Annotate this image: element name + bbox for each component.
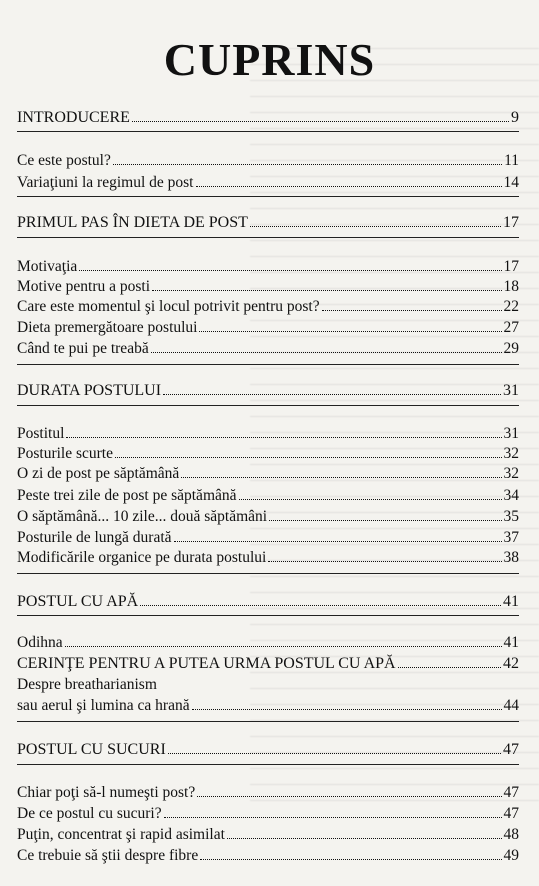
toc-entry-label: O zi de post pe săptămână bbox=[17, 465, 180, 482]
toc-page-number: 34 bbox=[503, 487, 519, 504]
toc-entry-label: Motivaţia bbox=[17, 258, 78, 275]
toc-entry-label: PRIMUL PAS ÎN DIETA DE POST bbox=[17, 214, 248, 231]
toc-page-number: 42 bbox=[503, 655, 519, 672]
section-divider bbox=[17, 764, 519, 765]
toc-page-number: 18 bbox=[503, 278, 519, 295]
toc-entry-label: Modificările organice pe durata postului bbox=[17, 549, 267, 566]
leader-dots bbox=[163, 382, 501, 395]
toc-entry-label: Chiar poţi să-l numeşti post? bbox=[17, 784, 196, 801]
section-divider bbox=[17, 131, 519, 132]
leader-dots bbox=[192, 697, 502, 710]
toc-page-number: 47 bbox=[503, 784, 519, 801]
toc-entry[interactable] bbox=[17, 258, 519, 276]
section-divider bbox=[17, 364, 519, 365]
leader-dots bbox=[322, 298, 502, 311]
toc-page-number: 38 bbox=[503, 549, 519, 566]
leader-dots bbox=[174, 529, 502, 542]
leader-dots bbox=[66, 425, 501, 438]
section-divider bbox=[17, 721, 519, 722]
leader-dots bbox=[113, 152, 502, 165]
leader-dots bbox=[168, 741, 501, 754]
toc-entry-label: Motive pentru a posti bbox=[17, 278, 151, 295]
toc-section-durata-postului[interactable] bbox=[17, 382, 519, 400]
toc-entry[interactable] bbox=[17, 340, 519, 358]
leader-dots bbox=[199, 319, 501, 332]
leader-dots bbox=[181, 465, 501, 478]
toc-entry[interactable] bbox=[17, 487, 519, 505]
leader-dots bbox=[152, 278, 501, 291]
toc-page-number: 37 bbox=[503, 529, 519, 546]
toc-entry-label: Peste trei zile de post pe săptămână bbox=[17, 487, 237, 504]
leader-dots bbox=[132, 109, 509, 122]
toc-entry[interactable] bbox=[17, 847, 519, 865]
leader-dots bbox=[227, 826, 502, 839]
toc-entry[interactable] bbox=[17, 445, 519, 463]
leader-dots bbox=[196, 174, 502, 187]
toc-page-number: 48 bbox=[503, 826, 519, 843]
section-divider bbox=[17, 615, 519, 616]
toc-entry-label: Posturile de lungă durată bbox=[17, 529, 172, 546]
toc-entry-label: Ce trebuie să ştii despre fibre bbox=[17, 847, 199, 864]
leader-dots bbox=[79, 258, 501, 271]
leader-dots bbox=[65, 634, 502, 647]
toc-entry-label[interactable]: Despre breatharianism bbox=[17, 676, 157, 693]
leader-dots bbox=[250, 214, 501, 227]
section-divider bbox=[17, 405, 519, 406]
toc-page-number: 17 bbox=[503, 214, 519, 231]
leader-dots bbox=[151, 340, 502, 353]
toc-page-number: 35 bbox=[503, 508, 519, 525]
leader-dots bbox=[200, 847, 501, 860]
toc-section-postul-cu-apa[interactable] bbox=[17, 593, 519, 611]
leader-dots bbox=[268, 549, 501, 562]
toc-entry-label: Dieta premergătoare postului bbox=[17, 319, 198, 336]
section-divider bbox=[17, 237, 519, 238]
toc-entry-label: Puţin, concentrat şi rapid asimilat bbox=[17, 826, 225, 843]
page-title: CUPRINS bbox=[163, 34, 376, 85]
toc-page-number: 41 bbox=[503, 593, 519, 610]
toc-entry[interactable] bbox=[17, 784, 519, 802]
toc-entry-label: Variaţiuni la regimul de post bbox=[17, 174, 194, 191]
toc-entry-label: Ce este postul? bbox=[17, 152, 111, 169]
toc-entry-label: POSTUL CU SUCURI bbox=[17, 741, 166, 758]
toc-page-number: 22 bbox=[503, 298, 519, 315]
toc-page-number: 31 bbox=[503, 425, 519, 442]
toc-page-number: 29 bbox=[503, 340, 519, 357]
toc-entry[interactable] bbox=[17, 425, 519, 443]
toc-page-number: 31 bbox=[503, 382, 519, 399]
toc-section-postul-cu-sucuri[interactable] bbox=[17, 741, 519, 759]
toc-section-cerinte[interactable] bbox=[17, 655, 519, 673]
leader-dots bbox=[140, 593, 501, 606]
toc-page-number: 27 bbox=[503, 319, 519, 336]
toc-entry-label: DURATA POSTULUI bbox=[17, 382, 162, 399]
toc-entry[interactable] bbox=[17, 278, 519, 296]
toc-entry[interactable] bbox=[17, 529, 519, 547]
toc-entry[interactable] bbox=[17, 549, 519, 567]
toc-entry-label: Când te pui pe treabă bbox=[17, 340, 149, 357]
toc-page-number: 32 bbox=[503, 465, 519, 482]
toc-entry-label: Care este momentul şi locul potrivit pentru post? bbox=[17, 298, 320, 315]
toc-entry-label: O săptămână... 10 zile... două săptămâni bbox=[17, 508, 268, 525]
toc-page-number: 49 bbox=[503, 847, 519, 864]
leader-dots bbox=[398, 655, 501, 668]
toc-page-number: 32 bbox=[503, 445, 519, 462]
toc-entry-label: INTRODUCERE bbox=[17, 109, 130, 126]
toc-entry[interactable] bbox=[17, 805, 519, 823]
toc-page-number: 47 bbox=[503, 805, 519, 822]
toc-entry-label: De ce postul cu sucuri? bbox=[17, 805, 162, 822]
section-divider bbox=[17, 573, 519, 574]
toc-page-number: 9 bbox=[511, 109, 519, 126]
toc-entry-label: CERINŢE PENTRU A PUTEA URMA POSTUL CU APĂ bbox=[17, 655, 396, 672]
toc-entry-label: POSTUL CU APĂ bbox=[17, 593, 139, 610]
toc-page-number: 44 bbox=[503, 697, 519, 714]
toc-entry-label: Odihna bbox=[17, 634, 63, 651]
toc-section-introducere[interactable] bbox=[17, 109, 519, 127]
leader-dots bbox=[239, 487, 502, 500]
toc-page-number: 11 bbox=[504, 152, 519, 169]
toc-entry-label: Posturile scurte bbox=[17, 445, 113, 462]
toc-page-number: 47 bbox=[503, 741, 519, 758]
toc-entry-label: sau aerul şi lumina ca hrană bbox=[17, 697, 190, 714]
toc-entry[interactable] bbox=[17, 634, 519, 652]
toc-entry[interactable] bbox=[17, 465, 519, 483]
section-divider bbox=[17, 196, 519, 197]
toc-entry[interactable] bbox=[17, 508, 519, 526]
leader-dots bbox=[164, 805, 502, 818]
toc-entry[interactable] bbox=[17, 174, 519, 192]
leader-dots bbox=[197, 784, 501, 797]
toc-entry[interactable] bbox=[17, 298, 519, 316]
toc-entry-label: Postitul bbox=[17, 425, 65, 442]
toc-entry[interactable] bbox=[17, 826, 519, 844]
leader-dots bbox=[115, 445, 502, 458]
toc-page-number: 17 bbox=[503, 258, 519, 275]
toc-page-number: 41 bbox=[503, 634, 519, 651]
toc-entry[interactable] bbox=[17, 152, 519, 170]
toc-entry[interactable] bbox=[17, 319, 519, 337]
toc-section-primul-pas[interactable] bbox=[17, 214, 519, 232]
leader-dots bbox=[269, 508, 501, 521]
toc-entry[interactable] bbox=[17, 697, 519, 715]
toc-page-number: 14 bbox=[503, 174, 519, 191]
